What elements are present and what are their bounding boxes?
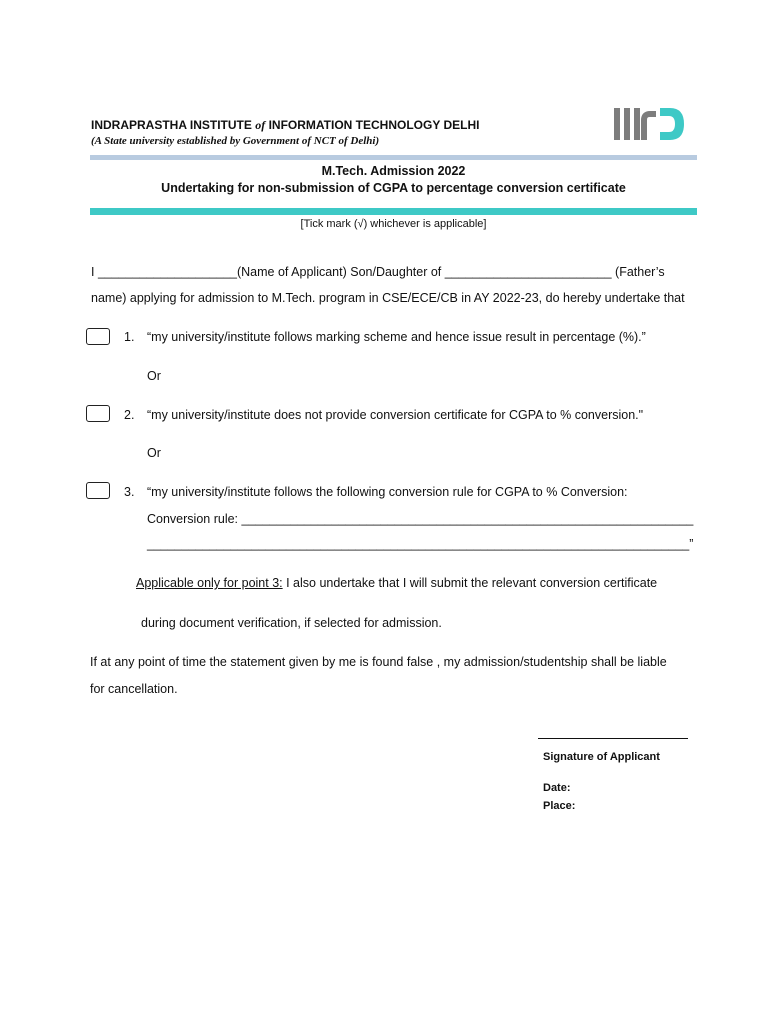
header-rule — [90, 155, 697, 160]
option-3-checkbox[interactable] — [86, 482, 110, 499]
institute-subtitle: (A State university established by Government of NCT of Delhi) — [91, 135, 380, 147]
option-3-number: 3. — [124, 485, 135, 499]
signature-label: Signature of Applicant — [543, 751, 660, 763]
conversion-rule-line-1: Conversion rule: _________________________________________________________________ — [147, 512, 694, 526]
statement-line-2: for cancellation. — [90, 682, 178, 696]
intro-line-1: I ____________________(Name of Applicant) Son/Daughter of ________________________ (Father’s — [91, 265, 665, 279]
institute-name-of: of — [255, 118, 266, 132]
option-1-text: “my university/institute follows marking scheme and hence issue result in percentage (%).” — [147, 330, 646, 344]
or-separator-2: Or — [147, 446, 161, 460]
admission-title: M.Tech. Admission 2022 — [321, 164, 466, 178]
applicable-note-line-2: during document verification, if selected for admission. — [141, 616, 442, 630]
applicable-text: I also undertake that I will submit the relevant conversion certificate — [282, 576, 658, 590]
applicable-note — [136, 576, 657, 590]
option-2-number: 2. — [124, 408, 135, 422]
date-label: Date: — [543, 782, 571, 794]
place-label: Place: — [543, 800, 576, 812]
option-3-text: “my university/institute follows the following conversion rule for CGPA to % Conversion: — [147, 485, 628, 499]
intro-line-2: name) applying for admission to M.Tech. program in CSE/ECE/CB in AY 2022-23, do hereby undertake that — [91, 291, 685, 305]
tick-instruction: [Tick mark (√) whichever is applicable] — [300, 218, 487, 230]
institute-name-part2: INFORMATION TECHNOLOGY DELHI — [265, 118, 480, 132]
option-2-text: “my university/institute does not provide conversion certificate for CGPA to % conversion." — [147, 408, 644, 422]
iiitd-logo-icon — [612, 104, 688, 142]
institute-name — [91, 118, 479, 133]
conversion-rule-line-2: ______________________________________________________________________________” — [147, 537, 694, 551]
option-2-checkbox[interactable] — [86, 405, 110, 422]
option-1-number: 1. — [124, 330, 135, 344]
signature-line — [538, 738, 688, 739]
title-rule — [90, 208, 697, 215]
statement-line-1: If at any point of time the statement given by me is found false , my admission/studentship shall be liable — [90, 655, 667, 669]
undertaking-title: Undertaking for non-submission of CGPA to percentage conversion certificate — [161, 181, 626, 195]
applicable-label: Applicable only for point 3: — [136, 576, 283, 590]
institute-name-part1: INDRAPRASTHA INSTITUTE — [91, 118, 256, 132]
or-separator-1: Or — [147, 369, 161, 383]
option-1-checkbox[interactable] — [86, 328, 110, 345]
